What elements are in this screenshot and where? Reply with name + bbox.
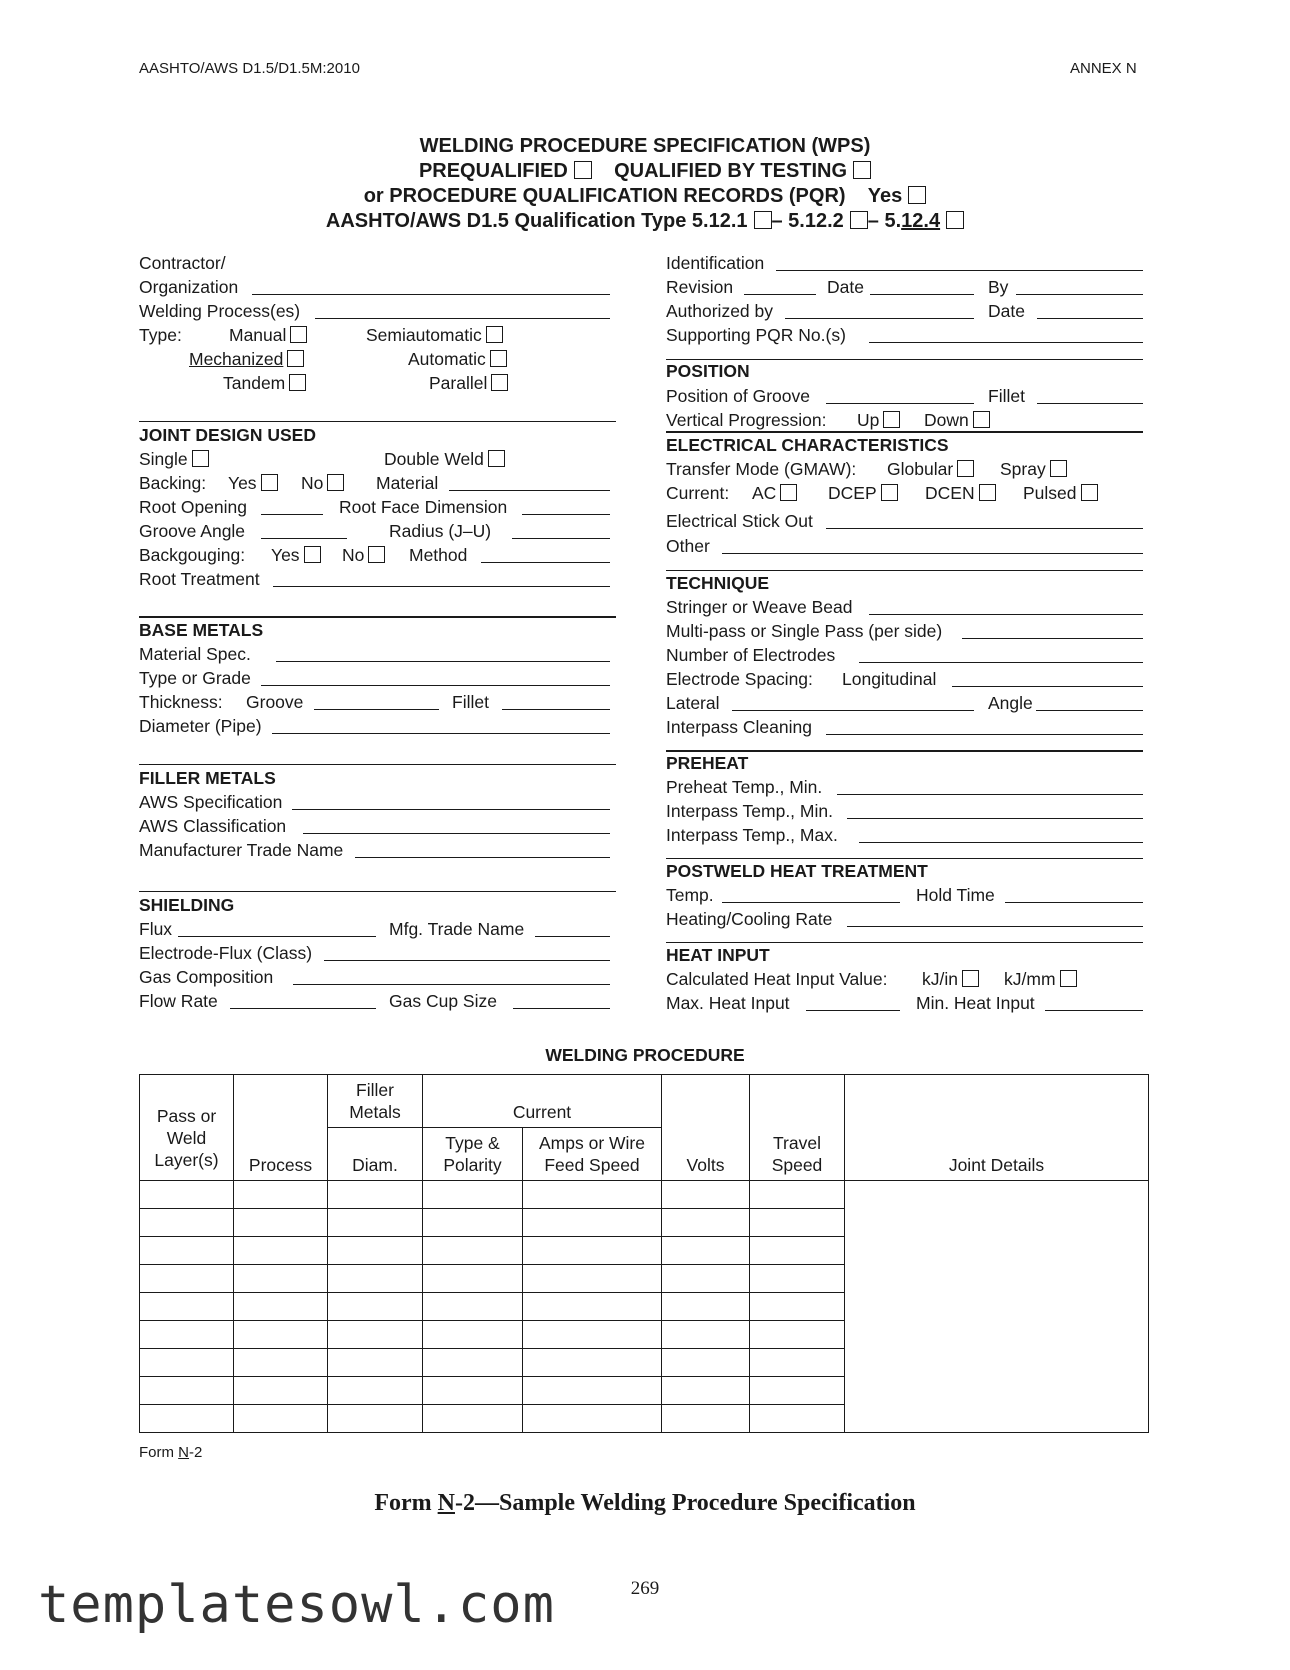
interpass-cleaning-field[interactable] bbox=[826, 734, 1143, 735]
supporting-pqr-label: Supporting PQR No.(s) bbox=[666, 325, 846, 345]
electrode-flux-field[interactable] bbox=[324, 960, 610, 961]
table-cell[interactable] bbox=[328, 1405, 423, 1433]
mechanized-option: Mechanized bbox=[189, 349, 304, 369]
max-heat-label: Max. Heat Input bbox=[666, 993, 790, 1013]
dcep-checkbox[interactable] bbox=[881, 484, 898, 501]
table-cell[interactable] bbox=[423, 1293, 523, 1321]
table-cell[interactable] bbox=[750, 1349, 845, 1377]
welding-process-label: Welding Process(es) bbox=[139, 301, 301, 321]
lateral-label: Lateral bbox=[666, 693, 720, 713]
divider bbox=[666, 570, 1143, 571]
table-cell[interactable] bbox=[328, 1237, 423, 1265]
aws-spec-label: AWS Specification bbox=[139, 792, 283, 812]
stick-out-label: Electrical Stick Out bbox=[666, 511, 813, 531]
heating-rate-field[interactable] bbox=[847, 926, 1143, 927]
type-5122-label: – 5.12.2 bbox=[771, 210, 844, 232]
kjmm-option: kJ/mm bbox=[1004, 969, 1077, 989]
down-option: Down bbox=[924, 410, 990, 430]
table-cell[interactable] bbox=[523, 1181, 662, 1209]
table-cell[interactable] bbox=[662, 1181, 750, 1209]
title-line1: WELDING PROCEDURE SPECIFICATION (WPS) bbox=[419, 135, 871, 157]
col-amps-header: Amps or Wire Feed Speed bbox=[523, 1128, 662, 1181]
gas-comp-label: Gas Composition bbox=[139, 967, 274, 987]
pqr-yes-checkbox[interactable] bbox=[908, 186, 926, 204]
thickness-label: Thickness: bbox=[139, 692, 223, 712]
type-5122-checkbox[interactable] bbox=[850, 211, 868, 229]
mfr-trade-label: Manufacturer Trade Name bbox=[139, 840, 344, 860]
divider bbox=[666, 942, 1143, 943]
qualified-testing-label: QUALIFIED BY TESTING bbox=[614, 160, 848, 182]
mfg-trade-field[interactable] bbox=[535, 936, 610, 937]
table-cell[interactable] bbox=[328, 1293, 423, 1321]
num-electrodes-field[interactable] bbox=[859, 662, 1143, 663]
filler-metals-heading: FILLER METALS bbox=[139, 768, 276, 788]
multipass-label: Multi-pass or Single Pass (per side) bbox=[666, 621, 943, 641]
type-grade-field[interactable] bbox=[261, 685, 610, 686]
electrical-heading: ELECTRICAL CHARACTERISTICS bbox=[666, 435, 949, 455]
interpass-max-field[interactable] bbox=[859, 842, 1143, 843]
table-cell[interactable] bbox=[750, 1377, 845, 1405]
page-number: 269 bbox=[630, 1578, 660, 1599]
manual-checkbox[interactable] bbox=[290, 326, 307, 343]
down-checkbox[interactable] bbox=[973, 411, 990, 428]
table-cell[interactable] bbox=[423, 1377, 523, 1405]
col-filler-header: Filler Metals bbox=[328, 1075, 423, 1128]
position-groove-field[interactable] bbox=[826, 403, 974, 404]
flux-label: Flux bbox=[139, 919, 173, 939]
groove-angle-field[interactable] bbox=[261, 538, 347, 539]
preheat-min-label: Preheat Temp., Min. bbox=[666, 777, 823, 797]
revision-field[interactable] bbox=[744, 294, 816, 295]
table-cell[interactable] bbox=[523, 1321, 662, 1349]
table-cell[interactable] bbox=[523, 1293, 662, 1321]
table-cell[interactable] bbox=[662, 1377, 750, 1405]
longitudinal-field[interactable] bbox=[952, 686, 1143, 687]
table-cell[interactable] bbox=[750, 1265, 845, 1293]
col-pass-header: Pass or Weld Layer(s) bbox=[140, 1075, 234, 1181]
preheat-heading: PREHEAT bbox=[666, 753, 749, 773]
col-process-header: Process bbox=[234, 1075, 328, 1181]
contractor-label: Contractor/ bbox=[139, 253, 226, 273]
revision-label: Revision bbox=[666, 277, 734, 297]
radius-field[interactable] bbox=[512, 538, 610, 539]
pulsed-checkbox[interactable] bbox=[1081, 484, 1098, 501]
pqr-yes-label: Yes bbox=[867, 185, 903, 207]
type-grade-label: Type or Grade bbox=[139, 668, 251, 688]
supporting-pqr-field[interactable] bbox=[869, 342, 1143, 343]
flow-rate-label: Flow Rate bbox=[139, 991, 218, 1011]
root-opening-label: Root Opening bbox=[139, 497, 247, 517]
table-cell[interactable] bbox=[423, 1405, 523, 1433]
table-cell[interactable] bbox=[234, 1265, 328, 1293]
table-cell[interactable] bbox=[523, 1377, 662, 1405]
dcen-checkbox[interactable] bbox=[979, 484, 996, 501]
position-groove-label: Position of Groove bbox=[666, 386, 810, 406]
material-label: Material bbox=[376, 473, 439, 493]
table-cell[interactable] bbox=[140, 1405, 234, 1433]
divider bbox=[139, 421, 616, 422]
hold-time-label: Hold Time bbox=[916, 885, 995, 905]
other-label: Other bbox=[666, 536, 710, 556]
num-electrodes-label: Number of Electrodes bbox=[666, 645, 836, 665]
diameter-field[interactable] bbox=[272, 733, 610, 734]
table-cell[interactable] bbox=[328, 1377, 423, 1405]
table-cell[interactable] bbox=[423, 1181, 523, 1209]
table-cell[interactable] bbox=[750, 1321, 845, 1349]
semiautomatic-option: Semiautomatic bbox=[366, 325, 503, 345]
backing-label: Backing: bbox=[139, 473, 207, 493]
joint-design-heading: JOINT DESIGN USED bbox=[139, 425, 316, 445]
root-treatment-field[interactable] bbox=[273, 586, 610, 587]
stringer-field[interactable] bbox=[869, 614, 1143, 615]
welding-process-field[interactable] bbox=[315, 318, 610, 319]
backgouging-yes-option: Yes bbox=[271, 545, 321, 565]
table-cell[interactable] bbox=[662, 1293, 750, 1321]
thickness-fillet-field[interactable] bbox=[502, 709, 610, 710]
title-line3 bbox=[0, 184, 1290, 209]
longitudinal-label: Longitudinal bbox=[842, 669, 937, 689]
ac-option: AC bbox=[752, 483, 797, 503]
table-row bbox=[140, 1181, 1149, 1209]
type-5124-label: – 5. bbox=[867, 210, 902, 232]
parallel-checkbox[interactable] bbox=[491, 374, 508, 391]
running-header-right: ANNEX N bbox=[1070, 60, 1137, 77]
watermark: templatesowl.com bbox=[38, 1575, 555, 1635]
table-cell[interactable] bbox=[234, 1349, 328, 1377]
mfr-trade-field[interactable] bbox=[355, 857, 610, 858]
temp-field[interactable] bbox=[722, 902, 900, 903]
kjin-checkbox[interactable] bbox=[962, 970, 979, 987]
table-cell[interactable] bbox=[523, 1265, 662, 1293]
root-opening-field[interactable] bbox=[261, 514, 323, 515]
method-label: Method bbox=[409, 545, 468, 565]
divider bbox=[139, 764, 616, 765]
authorized-by-label: Authorized by bbox=[666, 301, 774, 321]
table-cell[interactable] bbox=[140, 1293, 234, 1321]
table-cell[interactable] bbox=[750, 1237, 845, 1265]
electrode-spacing-label: Electrode Spacing: bbox=[666, 669, 813, 689]
table-cell[interactable] bbox=[140, 1377, 234, 1405]
interpass-cleaning-label: Interpass Cleaning bbox=[666, 717, 812, 737]
table-cell[interactable] bbox=[234, 1181, 328, 1209]
table-cell[interactable] bbox=[423, 1349, 523, 1377]
procedure-heading: WELDING PROCEDURE bbox=[545, 1045, 745, 1065]
gas-comp-field[interactable] bbox=[293, 984, 610, 985]
divider bbox=[666, 431, 1143, 433]
mfg-trade-label: Mfg. Trade Name bbox=[389, 919, 525, 939]
shielding-heading: SHIELDING bbox=[139, 895, 235, 915]
interpass-min-label: Interpass Temp., Min. bbox=[666, 801, 833, 821]
table-cell[interactable] bbox=[423, 1265, 523, 1293]
col-joint-header: Joint Details bbox=[845, 1075, 1149, 1181]
table-cell[interactable] bbox=[140, 1321, 234, 1349]
vertical-prog-label: Vertical Progression: bbox=[666, 410, 827, 430]
table-cell[interactable] bbox=[328, 1265, 423, 1293]
backgouging-yes-checkbox[interactable] bbox=[304, 546, 321, 563]
interpass-min-field[interactable] bbox=[847, 818, 1143, 819]
up-option: Up bbox=[857, 410, 900, 430]
automatic-checkbox[interactable] bbox=[490, 350, 507, 367]
table-cell[interactable] bbox=[234, 1293, 328, 1321]
running-header-left: AASHTO/AWS D1.5/D1.5M:2010 bbox=[139, 60, 360, 77]
max-heat-field[interactable] bbox=[806, 1010, 900, 1011]
kjin-option: kJ/in bbox=[922, 969, 979, 989]
table-cell[interactable] bbox=[140, 1349, 234, 1377]
table-cell[interactable] bbox=[662, 1265, 750, 1293]
table-cell[interactable] bbox=[750, 1181, 845, 1209]
type-5121-checkbox[interactable] bbox=[754, 211, 772, 229]
single-checkbox[interactable] bbox=[192, 450, 209, 467]
thickness-groove-label: Groove bbox=[246, 692, 304, 712]
tandem-option: Tandem bbox=[223, 373, 306, 393]
table-cell[interactable] bbox=[234, 1321, 328, 1349]
divider bbox=[666, 858, 1143, 859]
col-volts-header: Volts bbox=[662, 1075, 750, 1181]
heating-rate-label: Heating/Cooling Rate bbox=[666, 909, 833, 929]
backing-yes-option: Yes bbox=[228, 473, 278, 493]
table-cell[interactable] bbox=[140, 1209, 234, 1237]
hold-time-field[interactable] bbox=[1005, 902, 1143, 903]
table-cell[interactable] bbox=[423, 1209, 523, 1237]
min-heat-field[interactable] bbox=[1045, 1010, 1143, 1011]
table-cell[interactable] bbox=[234, 1405, 328, 1433]
table-cell[interactable] bbox=[662, 1349, 750, 1377]
aws-spec-field[interactable] bbox=[292, 809, 610, 810]
title-line2 bbox=[0, 159, 1290, 184]
table-cell[interactable] bbox=[140, 1181, 234, 1209]
min-heat-label: Min. Heat Input bbox=[916, 993, 1035, 1013]
table-cell[interactable] bbox=[523, 1405, 662, 1433]
revision-date-field[interactable] bbox=[870, 294, 974, 295]
angle-label: Angle bbox=[988, 693, 1033, 713]
calc-heat-label: Calculated Heat Input Value: bbox=[666, 969, 888, 989]
col-current-header: Current bbox=[423, 1075, 662, 1128]
table-cell[interactable] bbox=[423, 1237, 523, 1265]
dcep-option: DCEP bbox=[828, 483, 898, 503]
table-cell[interactable] bbox=[523, 1209, 662, 1237]
stringer-label: Stringer or Weave Bead bbox=[666, 597, 853, 617]
backgouging-label: Backgouging: bbox=[139, 545, 246, 565]
interpass-max-label: Interpass Temp., Max. bbox=[666, 825, 838, 845]
table-cell[interactable] bbox=[662, 1209, 750, 1237]
type-5124-label-underlined: 12.4 bbox=[901, 210, 941, 232]
backgouging-no-option: No bbox=[342, 545, 385, 565]
gas-cup-label: Gas Cup Size bbox=[389, 991, 497, 1011]
position-heading: POSITION bbox=[666, 361, 750, 381]
prequalified-checkbox[interactable] bbox=[574, 161, 592, 179]
col-type-header: Type & Polarity bbox=[423, 1128, 523, 1181]
spray-checkbox[interactable] bbox=[1050, 460, 1067, 477]
semiautomatic-checkbox[interactable] bbox=[486, 326, 503, 343]
table-cell[interactable] bbox=[234, 1377, 328, 1405]
technique-heading: TECHNIQUE bbox=[666, 573, 770, 593]
flow-rate-field[interactable] bbox=[230, 1008, 376, 1009]
table-cell[interactable] bbox=[234, 1237, 328, 1265]
mechanized-checkbox[interactable] bbox=[287, 350, 304, 367]
multipass-field[interactable] bbox=[962, 638, 1143, 639]
table-cell[interactable] bbox=[234, 1209, 328, 1237]
table-cell[interactable] bbox=[328, 1321, 423, 1349]
automatic-option: Automatic bbox=[408, 349, 507, 369]
authorized-date-field[interactable] bbox=[1037, 318, 1143, 319]
root-face-field[interactable] bbox=[522, 514, 610, 515]
angle-field[interactable] bbox=[1036, 710, 1143, 711]
lateral-field[interactable] bbox=[732, 710, 974, 711]
groove-angle-label: Groove Angle bbox=[139, 521, 246, 541]
form-title bbox=[0, 134, 1290, 234]
tandem-checkbox[interactable] bbox=[289, 374, 306, 391]
identification-field[interactable] bbox=[776, 270, 1143, 271]
col-travel-header: Travel Speed bbox=[750, 1075, 845, 1181]
table-cell[interactable] bbox=[140, 1265, 234, 1293]
by-field[interactable] bbox=[1016, 294, 1143, 295]
title-line4 bbox=[0, 209, 1290, 234]
current-label: Current: bbox=[666, 483, 730, 503]
up-checkbox[interactable] bbox=[883, 411, 900, 428]
pulsed-option: Pulsed bbox=[1023, 483, 1098, 503]
position-fillet-field[interactable] bbox=[1037, 403, 1143, 404]
pwht-heading: POSTWELD HEAT TREATMENT bbox=[666, 861, 928, 881]
root-face-label: Root Face Dimension bbox=[339, 497, 508, 517]
table-cell[interactable] bbox=[523, 1237, 662, 1265]
table-cell[interactable] bbox=[423, 1321, 523, 1349]
divider bbox=[139, 616, 616, 618]
gas-cup-field[interactable] bbox=[513, 1008, 610, 1009]
globular-option: Globular bbox=[887, 459, 974, 479]
joint-details-cell[interactable] bbox=[845, 1181, 1149, 1433]
base-metals-heading: BASE METALS bbox=[139, 620, 264, 640]
kjmm-checkbox[interactable] bbox=[1060, 970, 1077, 987]
ac-checkbox[interactable] bbox=[780, 484, 797, 501]
method-field[interactable] bbox=[481, 562, 610, 563]
qualified-testing-checkbox[interactable] bbox=[853, 161, 871, 179]
table-cell[interactable] bbox=[328, 1181, 423, 1209]
double-weld-checkbox[interactable] bbox=[488, 450, 505, 467]
stick-out-field[interactable] bbox=[826, 528, 1143, 529]
figure-caption: Form N-2—Sample Welding Procedure Specification bbox=[374, 1490, 916, 1516]
identification-label: Identification bbox=[666, 253, 765, 273]
manual-option: Manual bbox=[229, 325, 307, 345]
diameter-label: Diameter (Pipe) bbox=[139, 716, 262, 736]
divider bbox=[666, 359, 1143, 360]
double-weld-option: Double Weld bbox=[384, 449, 505, 469]
table-cell[interactable] bbox=[523, 1349, 662, 1377]
table-cell[interactable] bbox=[662, 1321, 750, 1349]
by-label: By bbox=[988, 277, 1009, 297]
organization-field[interactable] bbox=[252, 294, 610, 295]
spray-option: Spray bbox=[1000, 459, 1067, 479]
table-cell[interactable] bbox=[750, 1293, 845, 1321]
dcen-option: DCEN bbox=[925, 483, 996, 503]
root-treatment-label: Root Treatment bbox=[139, 569, 260, 589]
qual-type-label: AASHTO/AWS D1.5 Qualification Type 5.12.1 bbox=[325, 210, 748, 232]
table-cell[interactable] bbox=[662, 1405, 750, 1433]
preheat-min-field[interactable] bbox=[837, 794, 1143, 795]
organization-label: Organization bbox=[139, 277, 239, 297]
other-field[interactable] bbox=[722, 553, 1143, 554]
electrode-flux-label: Electrode-Flux (Class) bbox=[139, 943, 313, 963]
aws-class-field[interactable] bbox=[303, 833, 610, 834]
backing-no-checkbox[interactable] bbox=[327, 474, 344, 491]
radius-label: Radius (J–U) bbox=[389, 521, 492, 541]
backing-material-field[interactable] bbox=[449, 490, 610, 491]
transfer-mode-label: Transfer Mode (GMAW): bbox=[666, 459, 857, 479]
authorized-by-field[interactable] bbox=[785, 318, 974, 319]
procedure-table bbox=[139, 1074, 1149, 1433]
type-5124-checkbox[interactable] bbox=[946, 211, 964, 229]
flux-field[interactable] bbox=[178, 936, 376, 937]
revision-date-label: Date bbox=[827, 277, 864, 297]
authorized-date-label: Date bbox=[988, 301, 1025, 321]
table-cell[interactable] bbox=[750, 1209, 845, 1237]
type-label: Type: bbox=[139, 325, 182, 345]
backgouging-no-checkbox[interactable] bbox=[368, 546, 385, 563]
table-cell[interactable] bbox=[662, 1237, 750, 1265]
backing-yes-checkbox[interactable] bbox=[261, 474, 278, 491]
divider bbox=[666, 750, 1143, 752]
temp-label: Temp. bbox=[666, 885, 714, 905]
pqr-label: or PROCEDURE QUALIFICATION RECORDS (PQR) bbox=[363, 185, 846, 207]
single-option: Single bbox=[139, 449, 209, 469]
globular-checkbox[interactable] bbox=[957, 460, 974, 477]
backing-no-option: No bbox=[301, 473, 344, 493]
table-cell[interactable] bbox=[328, 1349, 423, 1377]
heat-input-heading: HEAT INPUT bbox=[666, 945, 770, 965]
form-id: Form N-2 bbox=[139, 1444, 203, 1461]
col-diam-header: Diam. bbox=[328, 1128, 423, 1181]
table-cell[interactable] bbox=[328, 1209, 423, 1237]
divider bbox=[139, 891, 616, 892]
material-spec-field[interactable] bbox=[276, 661, 610, 662]
prequalified-label: PREQUALIFIED bbox=[418, 160, 568, 182]
thickness-fillet-label: Fillet bbox=[452, 692, 489, 712]
thickness-groove-field[interactable] bbox=[314, 709, 439, 710]
table-cell[interactable] bbox=[750, 1405, 845, 1433]
table-cell[interactable] bbox=[140, 1237, 234, 1265]
parallel-option: Parallel bbox=[429, 373, 508, 393]
material-spec-label: Material Spec. bbox=[139, 644, 251, 664]
position-fillet-label: Fillet bbox=[988, 386, 1025, 406]
aws-class-label: AWS Classification bbox=[139, 816, 287, 836]
